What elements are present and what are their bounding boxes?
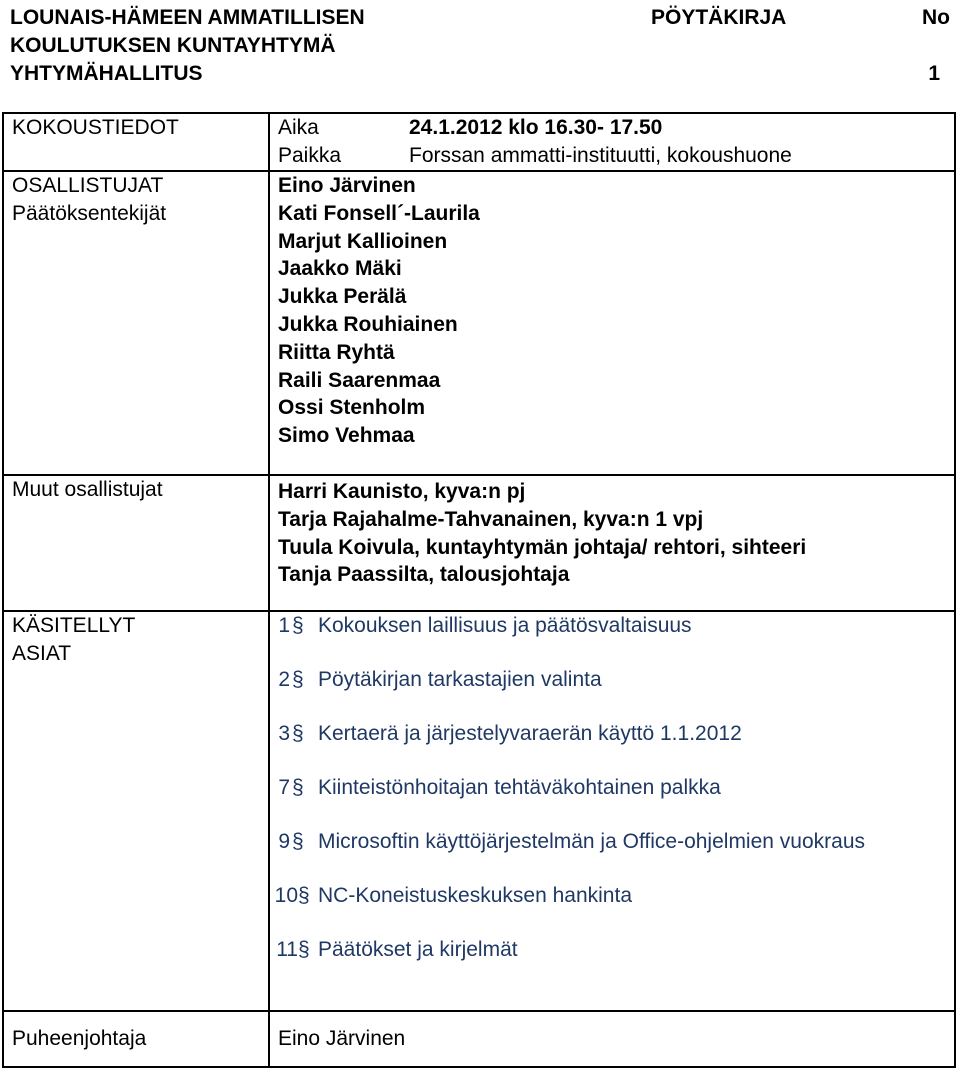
- agenda-label-line2: ASIAT: [12, 642, 72, 665]
- list-item: Ossi Stenholm: [278, 396, 426, 420]
- agenda-item-text: NC-Koneistuskeskuksen hankinta: [318, 884, 632, 907]
- agenda-label: [3, 611, 269, 1011]
- org-name-line2: KOULUTUKSEN KUNTAYHTYMÄ: [10, 34, 336, 57]
- agenda-item: [270, 612, 954, 666]
- participants-label-line1: OSALLISTUJAT: [12, 174, 164, 197]
- list-item: Tanja Paassilta, talousjohtaja: [278, 563, 570, 587]
- list-item: Riitta Ryhtä: [278, 340, 395, 364]
- decision-makers-list: [269, 171, 955, 475]
- agenda-item: [270, 882, 954, 936]
- other-participants-label: [3, 475, 269, 611]
- agenda-item-number: 10: [274, 884, 298, 907]
- list-item: Simo Vehmaa: [278, 424, 415, 448]
- section-sign: §: [292, 668, 304, 691]
- time-label: Aika: [278, 116, 319, 139]
- agenda-item: [270, 828, 954, 882]
- section-sign: §: [298, 938, 310, 961]
- agenda-label-line1: KÄSITELLYT: [12, 614, 136, 637]
- section-sign: §: [292, 776, 304, 799]
- meeting-info-row: [3, 113, 955, 171]
- chair-label: [3, 1011, 269, 1067]
- agenda-item-text: Pöytäkirjan tarkastajien valinta: [318, 668, 602, 691]
- participants-label: [3, 171, 269, 475]
- agenda-item: [270, 666, 954, 720]
- list-item: Jukka Perälä: [278, 285, 407, 309]
- agenda-item-number: 9: [278, 830, 290, 853]
- time-value: 24.1.2012 klo 16.30- 17.50: [409, 116, 663, 139]
- body-name: YHTYMÄHALLITUS: [10, 62, 203, 85]
- minutes-table: [2, 112, 956, 1068]
- list-item: Kati Fonsell´-Laurila: [278, 201, 480, 225]
- participants-label-line2: Päätöksentekijät: [12, 202, 167, 225]
- document-type: PÖYTÄKIRJA: [651, 6, 787, 29]
- agenda-item-text: Kiinteistönhoitajan tehtäväkohtainen palkka: [318, 776, 721, 799]
- chair-name-cell: [269, 1011, 955, 1067]
- chair-label-text: Puheenjohtaja: [12, 1027, 147, 1050]
- participants-row: [3, 171, 955, 475]
- list-item: Harri Kaunisto, kyva:n pj: [278, 480, 526, 503]
- agenda-item: [270, 774, 954, 828]
- page-number: 1: [928, 62, 940, 85]
- section-sign: §: [292, 614, 304, 637]
- section-sign: §: [292, 722, 304, 745]
- agenda-list: [269, 611, 955, 1011]
- meeting-info-cell: [269, 113, 955, 171]
- list-item: Jaakko Mäki: [278, 257, 402, 281]
- meeting-info-label-text: KOKOUSTIEDOT: [12, 116, 179, 139]
- chair-name: Eino Järvinen: [278, 1027, 406, 1050]
- agenda-item-number: 2: [278, 668, 290, 691]
- place-value: Forssan ammatti-instituutti, kokoushuone: [409, 144, 792, 167]
- agenda-item-text: Kokouksen laillisuus ja päätösvaltaisuus: [318, 614, 692, 637]
- agenda-item-text: Microsoftin käyttöjärjestelmän ja Office-ohjelmien vuokraus: [318, 830, 866, 853]
- agenda-item-number: 7: [278, 776, 290, 799]
- document-header: [10, 4, 950, 88]
- agenda-item-text: Kertaerä ja järjestelyvaraerän käyttö 1.1.2012: [318, 722, 742, 745]
- list-item: Tuula Koivula, kuntayhtymän johtaja/ rehtori, sihteeri: [278, 535, 807, 559]
- agenda-item-number: 1: [278, 614, 290, 637]
- chair-row: [3, 1011, 955, 1067]
- other-participants-label-text: Muut osallistujat: [12, 478, 163, 501]
- agenda-item-text: Päätökset ja kirjelmät: [318, 938, 518, 961]
- agenda-row: [3, 611, 955, 1011]
- number-label: No: [922, 6, 950, 29]
- place-label: Paikka: [278, 144, 342, 167]
- other-participants-list: [269, 475, 955, 611]
- section-sign: §: [292, 830, 304, 853]
- list-item: Raili Saarenmaa: [278, 368, 441, 392]
- agenda-item: [270, 936, 954, 990]
- list-item: Eino Järvinen: [278, 174, 416, 197]
- section-sign: §: [298, 884, 310, 907]
- agenda-item-number: 11: [276, 938, 298, 961]
- org-name-line1: LOUNAIS-HÄMEEN AMMATILLISEN: [10, 6, 365, 29]
- list-item: Marjut Kallioinen: [278, 229, 448, 253]
- agenda-item-number: 3: [278, 722, 290, 745]
- list-item: Tarja Rajahalme-Tahvanainen, kyva:n 1 vpj: [278, 507, 704, 531]
- agenda-item: [270, 720, 954, 774]
- other-participants-row: [3, 475, 955, 611]
- meeting-info-label: [3, 113, 269, 171]
- list-item: Jukka Rouhiainen: [278, 312, 458, 336]
